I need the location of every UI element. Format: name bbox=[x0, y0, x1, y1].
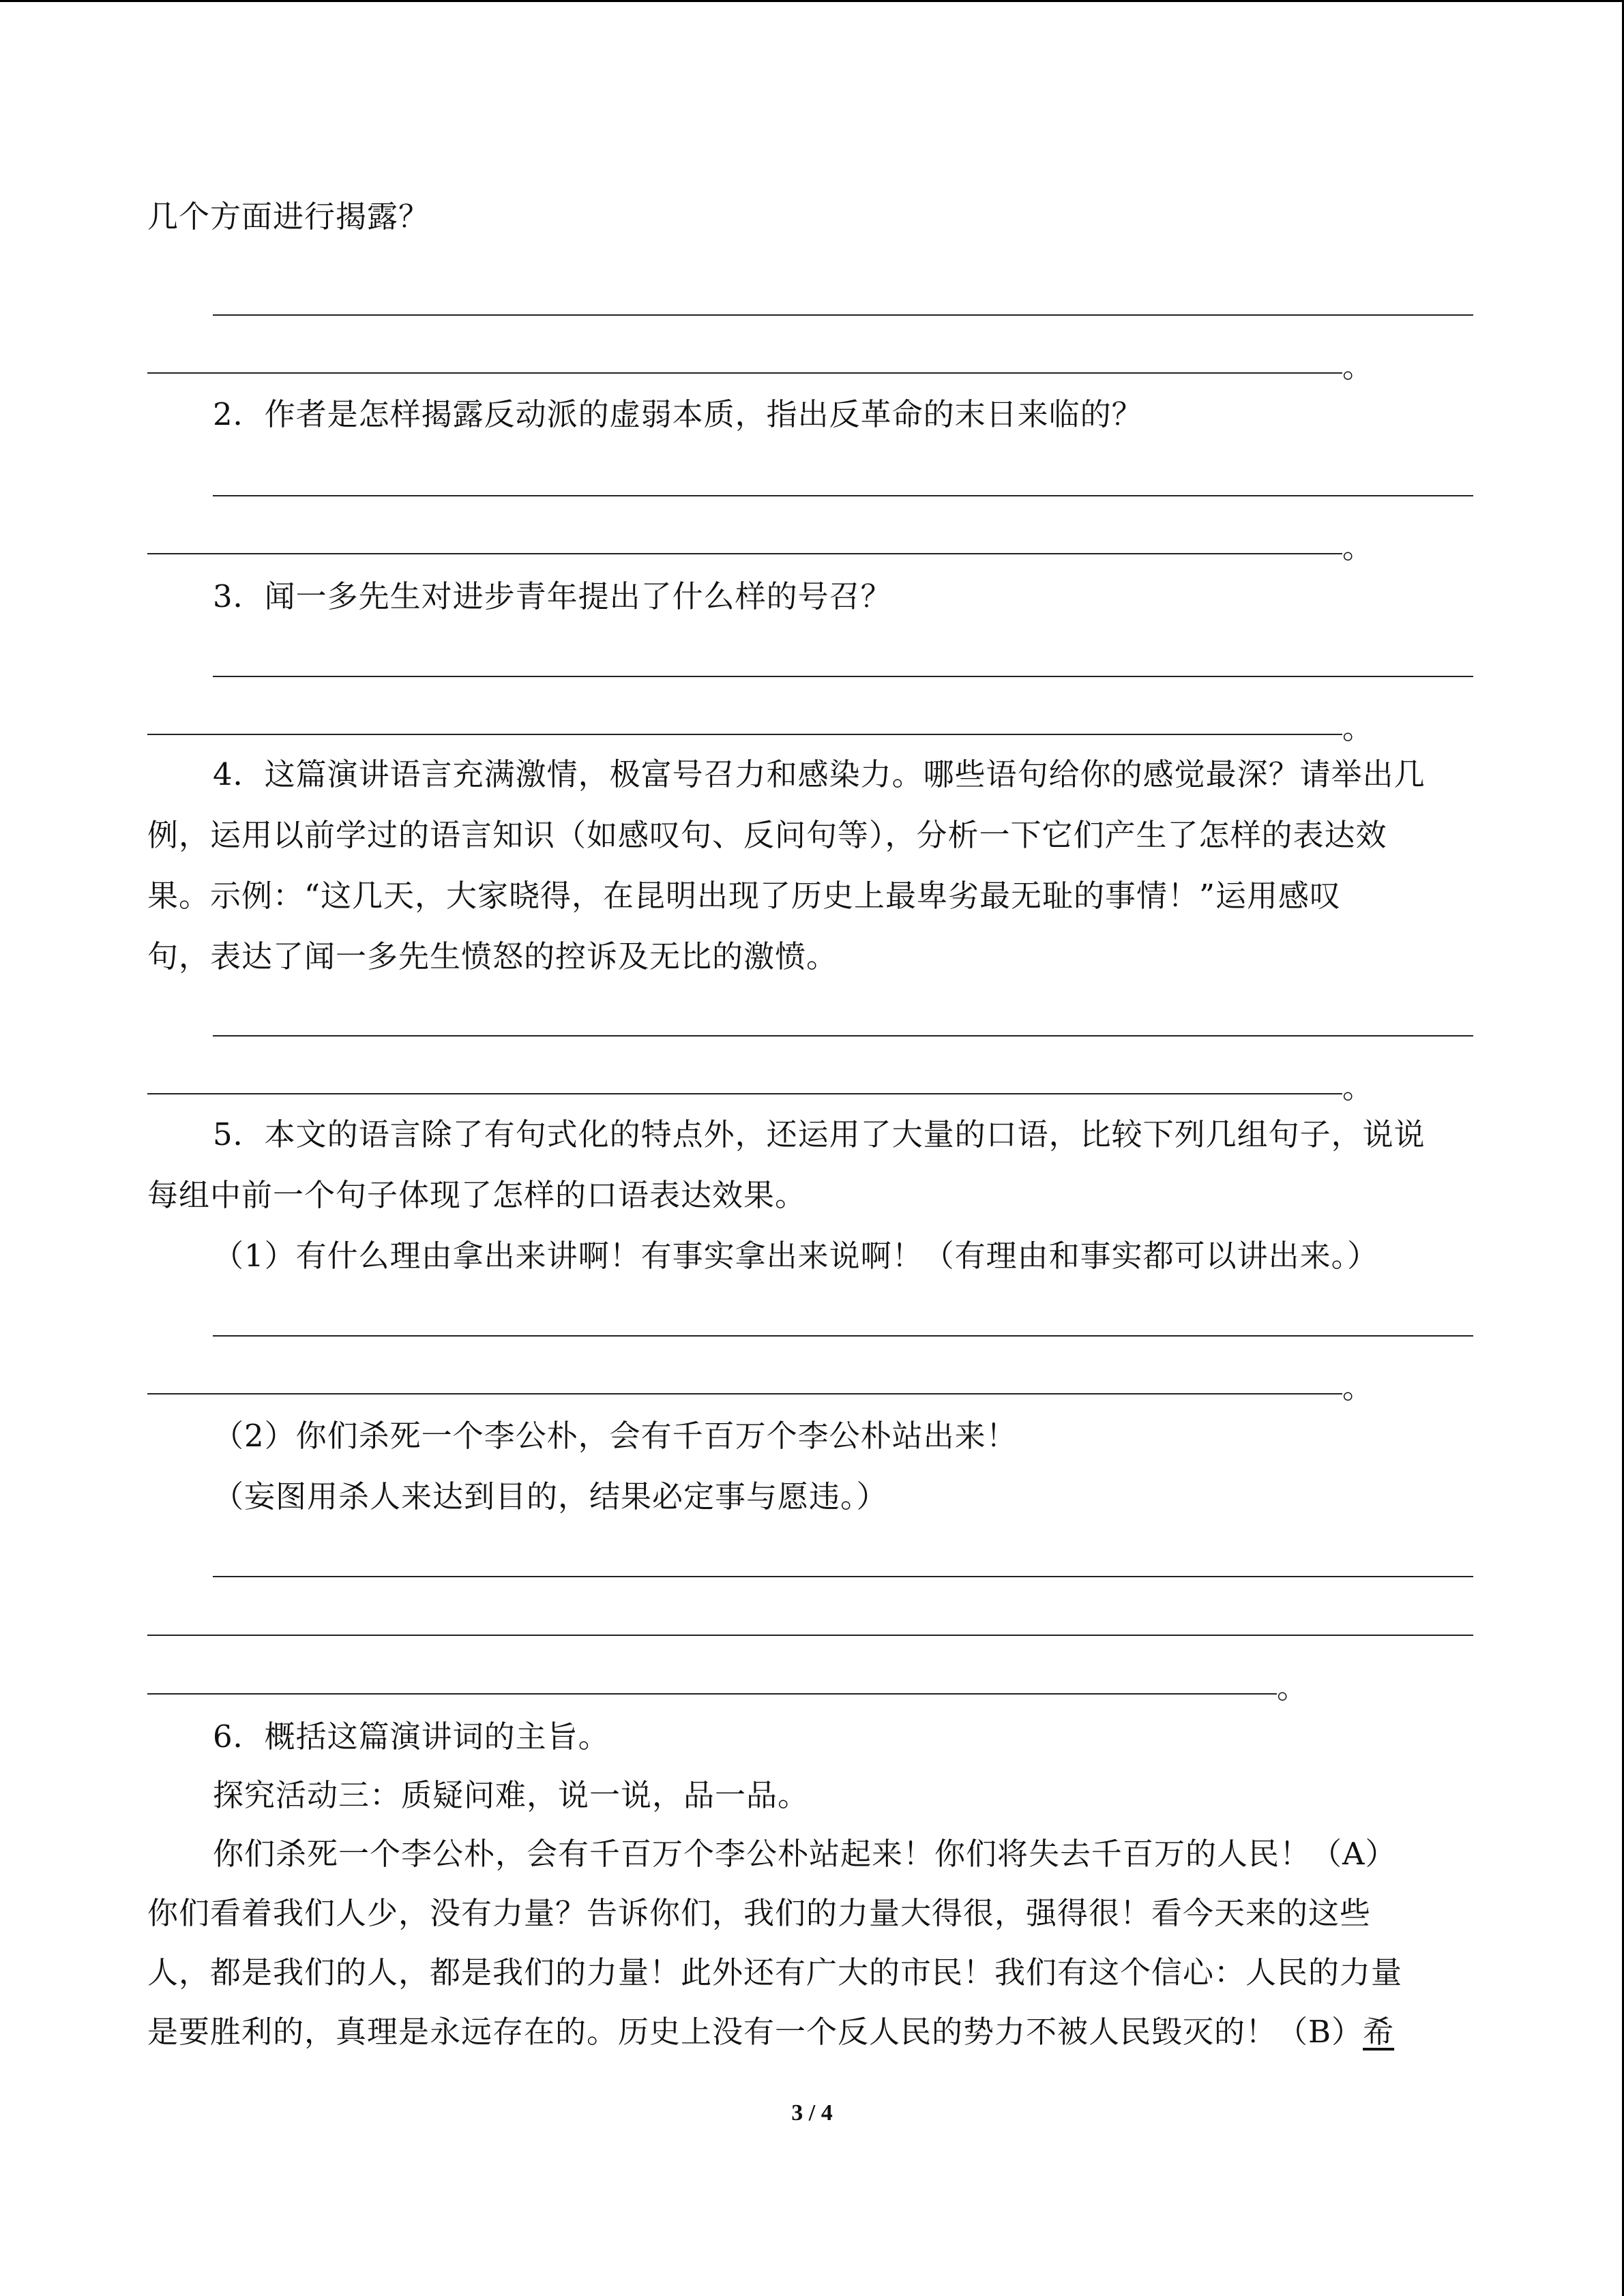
passage-line-3: 人，都是我们的人，都是我们的力量！此外还有广大的市民！我们有这个信心：人民的力量 bbox=[147, 1954, 1403, 1991]
answer-line[interactable] bbox=[213, 495, 1473, 496]
question-5-line-2: 每组中前一个句子体现了怎样的口语表达效果。 bbox=[147, 1177, 807, 1213]
question-5-line-1: 5．本文的语言除了有句式化的特点外，还运用了大量的口语，比较下列几组句子，说说 bbox=[213, 1116, 1426, 1152]
answer-line[interactable] bbox=[213, 1035, 1473, 1037]
answer-line[interactable] bbox=[147, 553, 1342, 554]
period-mark: 。 bbox=[1342, 529, 1374, 565]
answer-line[interactable] bbox=[147, 1093, 1342, 1094]
question-4-line-1: 4．这篇演讲语言充满激情，极富号召力和感染力。哪些语句给你的感觉最深？请举出几 bbox=[213, 756, 1426, 792]
question-5-sentence-2-note: （妄图用杀人来达到目的，结果必定事与愿违。） bbox=[213, 1478, 888, 1515]
answer-line[interactable] bbox=[147, 372, 1342, 374]
period-mark: 。 bbox=[1342, 710, 1374, 746]
passage-line-4-text: 是要胜利的，真理是永远存在的。历史上没有一个反人民的势力不被人民毁灭的！（B） bbox=[147, 2014, 1363, 2050]
answer-line[interactable] bbox=[147, 734, 1342, 735]
answer-line[interactable] bbox=[213, 676, 1473, 677]
question-6: 6．概括这篇演讲词的主旨。 bbox=[213, 1718, 610, 1755]
question-3: 3．闻一多先生对进步青年提出了什么样的号召？ bbox=[213, 578, 892, 614]
passage-line-2: 你们看着我们人少，没有力量？告诉你们，我们的力量大得很，强得很！看今天来的这些 bbox=[147, 1895, 1372, 1931]
period-mark: 。 bbox=[1342, 348, 1374, 385]
question-2: 2．作者是怎样揭露反动派的虚弱本质，指出反革命的末日来临的？ bbox=[213, 396, 1143, 432]
activity-3-heading: 探究活动三：质疑问难，说一说，品一品。 bbox=[213, 1777, 810, 1813]
passage-line-1: 你们杀死一个李公朴，会有千百万个李公朴站起来！你们将失去千百万的人民！（A） bbox=[213, 1836, 1397, 1872]
question-1-tail: 几个方面进行揭露？ bbox=[147, 198, 430, 235]
period-mark: 。 bbox=[1277, 1669, 1308, 1705]
passage-line-4 bbox=[147, 2012, 1394, 2053]
answer-line[interactable] bbox=[147, 1635, 1473, 1636]
question-4-line-3: 果。示例：“这几天，大家晓得，在昆明出现了历史上最卑劣最无耻的事情！”运用感叹 bbox=[147, 878, 1342, 914]
question-5-sentence-1: （1）有什么理由拿出来讲啊！有事实拿出来说啊！（有理由和事实都可以讲出来。） bbox=[213, 1238, 1379, 1274]
question-5-sentence-2: （2）你们杀死一个李公朴，会有千百万个李公朴站出来！ bbox=[213, 1418, 1018, 1454]
underlined-word: 希 bbox=[1363, 2014, 1395, 2050]
period-mark: 。 bbox=[1342, 1069, 1374, 1105]
answer-line[interactable] bbox=[147, 1393, 1342, 1395]
period-mark: 。 bbox=[1342, 1369, 1374, 1405]
question-4-line-2: 例，运用以前学过的语言知识（如感叹句、反问句等），分析一下它们产生了怎样的表达效 bbox=[147, 817, 1387, 853]
answer-line[interactable] bbox=[147, 1693, 1277, 1695]
answer-line[interactable] bbox=[213, 1576, 1473, 1577]
answer-line[interactable] bbox=[213, 314, 1473, 316]
question-4-line-4: 句，表达了闻一多先生愤怒的控诉及无比的激愤。 bbox=[147, 938, 838, 974]
answer-line[interactable] bbox=[213, 1335, 1473, 1337]
page-number: 3 / 4 bbox=[791, 2100, 833, 2126]
